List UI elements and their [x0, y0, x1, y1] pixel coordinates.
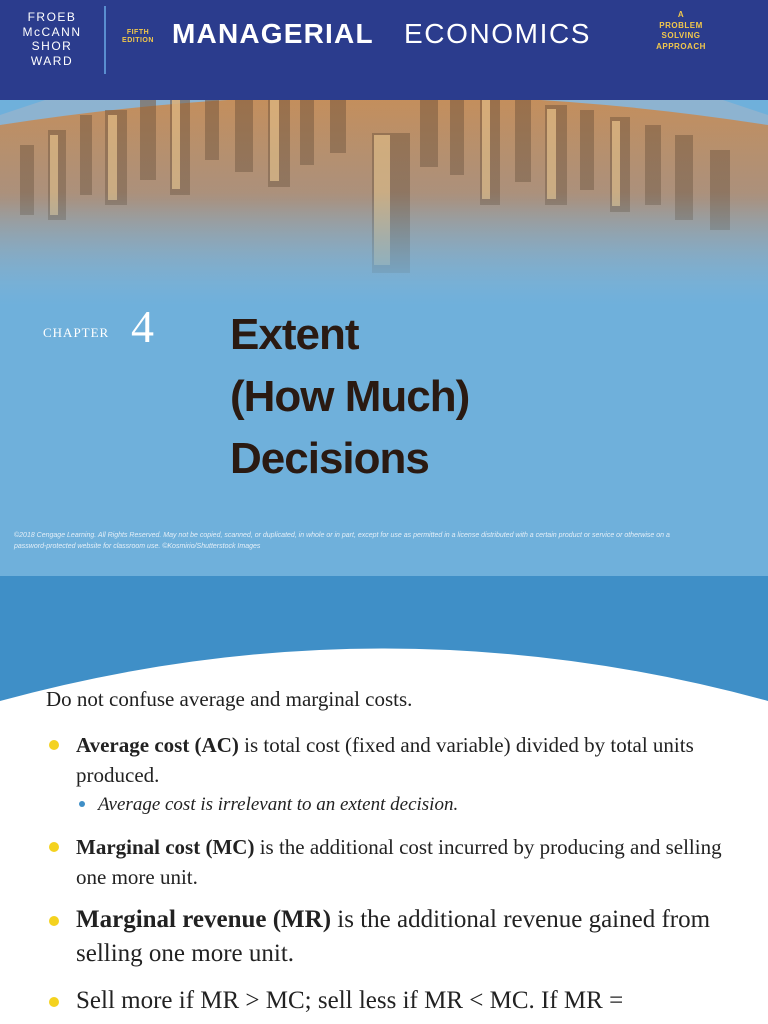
bullet-average-cost [76, 730, 736, 790]
bullet-dot-icon [49, 740, 59, 750]
bullet-term: Marginal cost (MC) [76, 835, 255, 859]
copyright-notice: ©2018 Cengage Learning. All Rights Reserved. May not be copied, scanned, or duplicated, in whole or in part, except for use as permitted in a license distributed with a certain product or service or otherwise on a password-protected website for classroom use. ©Kosmirio/Shutterstock Images [14, 532, 670, 550]
bullet-marginal-cost [76, 832, 736, 892]
bullet-term: Marginal revenue (MR) [76, 906, 332, 933]
chapter-title: Extent (How Much) Decisions [230, 310, 470, 483]
book-tagline: A PROBLEM SOLVING APPROACH [656, 10, 706, 51]
sub-bullet-average-cost [98, 794, 458, 816]
header-divider [104, 6, 106, 74]
sub-bullet-dot-icon [79, 801, 85, 807]
edition-label: FIFTH EDITION [122, 29, 154, 44]
bullet-text: is total cost (fixed and variable) divided by total units produced. [76, 733, 694, 787]
chapter-number: 4 [131, 301, 154, 352]
bullet-marginal-revenue [76, 903, 736, 971]
bullet-dot-icon [49, 997, 59, 1007]
author-name: FROEB [27, 10, 77, 24]
sub-bullet-text: Average cost is irrelevant to an extent decision. [98, 794, 459, 815]
content-slide [0, 576, 768, 1024]
book-title-economics: ECONOMICS [404, 18, 592, 49]
author-name: WARD [30, 53, 74, 68]
author-name: SHOR [31, 39, 73, 53]
bullet-text: is the additional cost incurred by producing and selling one more unit. [76, 835, 722, 889]
bullet-term: Average cost (AC) [76, 733, 239, 757]
bullet-dot-icon [49, 842, 59, 852]
intro-text: Do not confuse average and marginal costs. [46, 687, 413, 711]
author-name: McCANN [22, 24, 82, 39]
book-title-managerial: MANAGERIAL [172, 18, 374, 49]
chapter-label: CHAPTER [43, 325, 110, 340]
bullet-decision-rule [76, 984, 736, 1018]
bullet-text: is the additional revenue gained from selling one more unit. [76, 906, 711, 967]
author-names [0, 10, 104, 68]
bullet-text: Sell more if MR > MC; sell less if MR < MC. If MR = [76, 987, 624, 1014]
bullet-dot-icon [49, 916, 59, 926]
